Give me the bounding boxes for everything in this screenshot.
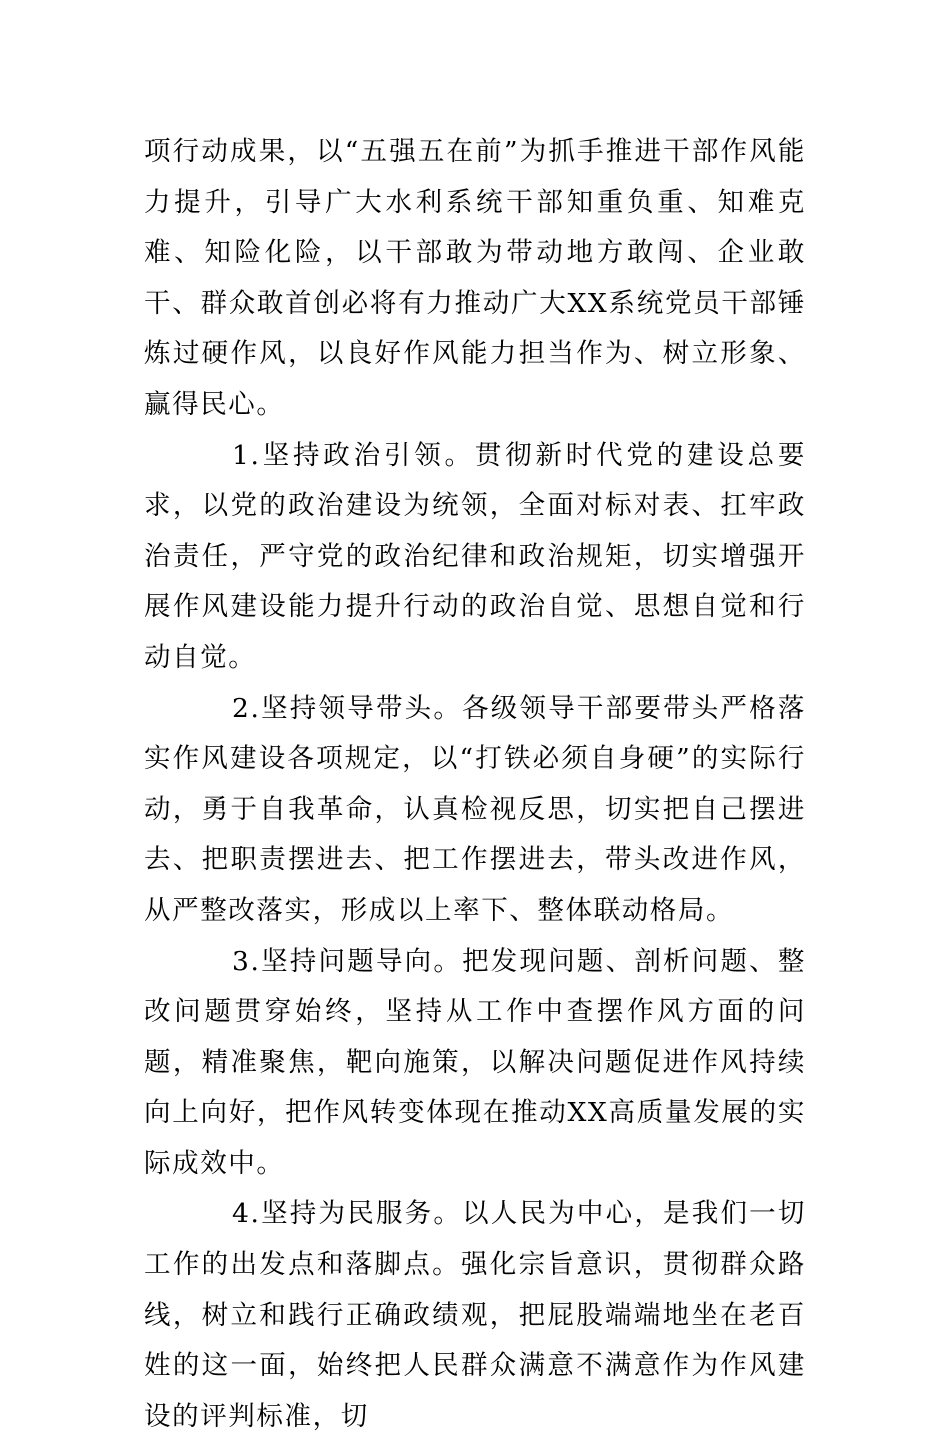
document-body <box>144 127 806 1442</box>
paragraph-continuation: 项行动成果，以“五强五在前”为抓手推进干部作风能力提升，引导广大水利系统干部知重负重、知难克难、知险化险，以干部敢为带动地方敢闯、企业敢干、群众敢首创必将有力推动广大XX系统党员干部锤炼过硬作风，以良好作风能力担当作为、树立形象、赢得民心。 <box>144 136 806 420</box>
paragraph-political-leadership: 1.坚持政治引领。贯彻新时代党的建设总要求，以党的政治建设为统领，全面对标对表、扛牢政治责任，严守党的政治纪律和政治规矩，切实增强开展作风建设能力提升行动的政治自觉、思想自觉和行动自觉。 <box>144 439 806 673</box>
paragraph-problem-oriented: 3.坚持问题导向。把发现问题、剖析问题、整改问题贯穿始终，坚持从工作中查摆作风方面的问题，精准聚焦，靶向施策，以解决问题促进作风持续向上向好，把作风转变体现在推动XX高质量发展的实际成效中。 <box>144 945 806 1179</box>
paragraph-serve-people: 4.坚持为民服务。以人民为中心，是我们一切工作的出发点和落脚点。强化宗旨意识，贯彻群众路线，树立和践行正确政绩观，把屁股端端地坐在老百姓的这一面，始终把人民群众满意不满意作为作风建设的评判标准，切 <box>144 1198 806 1432</box>
paragraph-leaders-take-lead: 2.坚持领导带头。各级领导干部要带头严格落实作风建设各项规定，以“打铁必须自身硬”的实际行动，勇于自我革命，认真检视反思，切实把自己摆进去、把职责摆进去、把工作摆进去，带头改进作风，从严整改落实，形成以上率下、整体联动格局。 <box>144 692 806 926</box>
